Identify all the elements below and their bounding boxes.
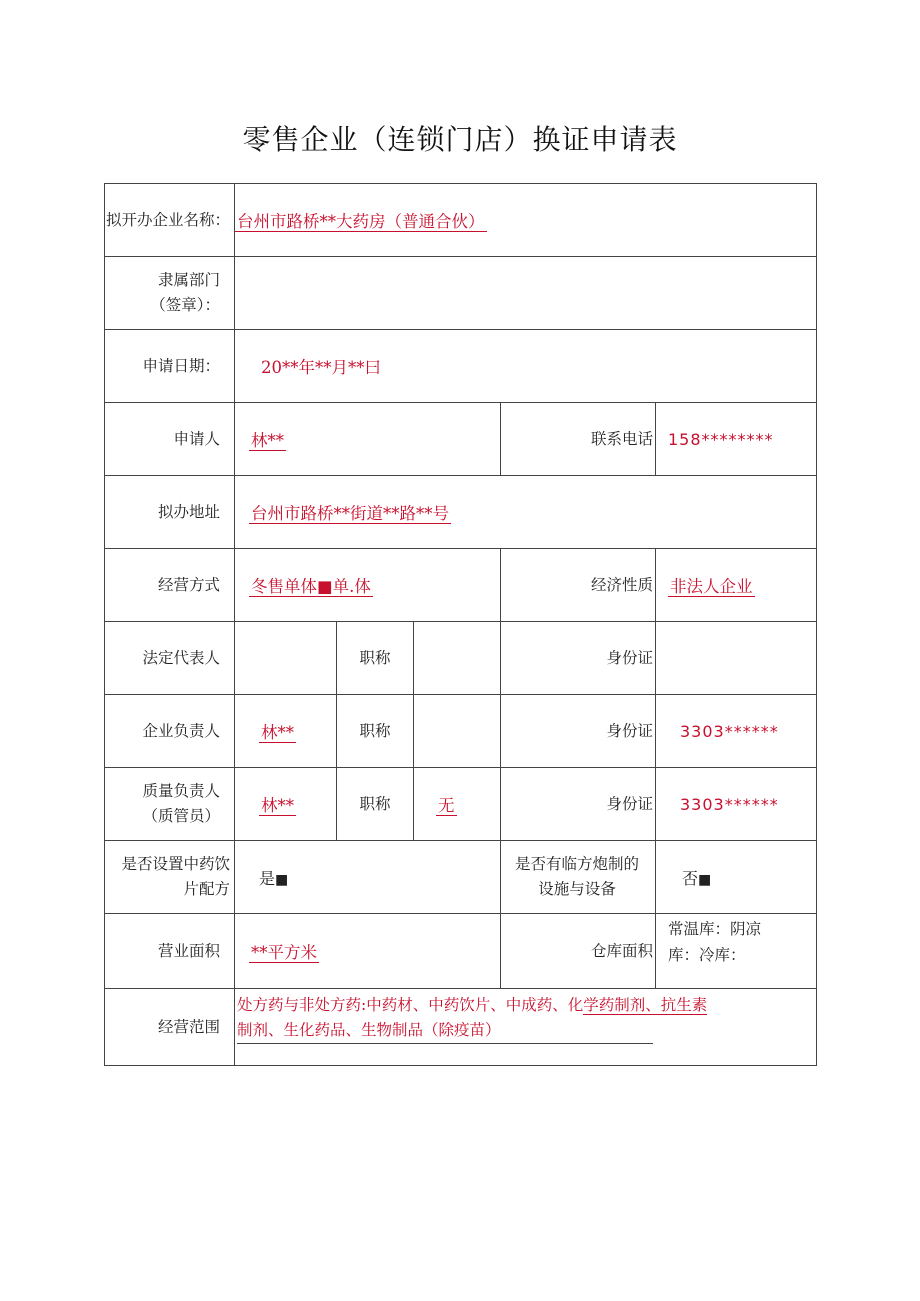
row-company-name xyxy=(105,184,817,257)
legal-rep-label: 法定代表人 xyxy=(105,622,235,695)
company-name-value: 台州市路桥**大药房（普通合伙） xyxy=(237,212,485,231)
quality-id-value: 3303****** xyxy=(680,794,779,814)
econ-value: 非法人企业 xyxy=(670,577,753,596)
legal-rep-title-label: 职称 xyxy=(337,622,414,695)
department-label xyxy=(105,257,235,330)
quality-id-cell[interactable] xyxy=(656,768,817,841)
address-cell[interactable] xyxy=(235,476,817,549)
phone-label: 联系电话 xyxy=(501,403,656,476)
warehouse-value-line2: 库：冷库： xyxy=(668,946,746,964)
quality-label xyxy=(105,768,235,841)
apply-date-label: 申请日期： xyxy=(105,330,235,403)
application-form xyxy=(104,183,817,1066)
area-cell[interactable] xyxy=(235,914,501,989)
manager-id-label: 身份证 xyxy=(501,695,656,768)
manager-value: 林** xyxy=(261,723,294,742)
area-label: 营业面积 xyxy=(105,914,235,989)
phone-value: 158******** xyxy=(668,429,774,449)
quality-id-label: 身份证 xyxy=(501,768,656,841)
quality-title-label: 职称 xyxy=(337,768,414,841)
tcm-cell[interactable] xyxy=(235,841,501,914)
apply-date-cell[interactable] xyxy=(235,330,817,403)
row-legal-rep xyxy=(105,622,817,695)
tcm-label xyxy=(105,841,235,914)
manager-title-cell[interactable] xyxy=(414,695,501,768)
quality-title-cell[interactable] xyxy=(414,768,501,841)
econ-cell[interactable] xyxy=(656,549,817,622)
apply-date-value: 20**年**月**曰 xyxy=(261,358,381,377)
row-manager xyxy=(105,695,817,768)
scope-label: 经营范围 xyxy=(105,989,235,1066)
manager-title-label: 职称 xyxy=(337,695,414,768)
department-label-line1: 隶属部门 xyxy=(157,271,220,289)
area-value: **平方米 xyxy=(251,943,317,962)
tcm-value: 是 xyxy=(259,868,276,888)
mode-cell[interactable] xyxy=(235,549,501,622)
row-applicant xyxy=(105,403,817,476)
prep-label xyxy=(501,841,656,914)
prep-label-line1: 是否有临方炮制的 xyxy=(514,855,639,873)
scope-line-2 xyxy=(237,1018,816,1044)
page-title: 零售企业（连锁门店）换证申请表 xyxy=(242,123,678,156)
company-name-cell[interactable] xyxy=(235,184,817,257)
department-value-cell[interactable] xyxy=(235,257,817,330)
checkbox-filled-icon[interactable]: ■ xyxy=(275,871,289,888)
legal-rep-id-cell[interactable] xyxy=(656,622,817,695)
row-scope xyxy=(105,989,817,1066)
quality-cell[interactable] xyxy=(235,768,337,841)
scope-cell[interactable] xyxy=(235,989,817,1066)
applicant-value: 林** xyxy=(251,431,284,450)
tcm-label-line2: 片配方 xyxy=(183,880,230,898)
address-label: 拟办地址 xyxy=(105,476,235,549)
quality-label-line2: （质管员） xyxy=(142,807,220,825)
scope-line-1b: 学药制剂、抗生素 xyxy=(583,996,708,1014)
scope-line-2-text: 制剂、生化药品、生物制品（除疫苗） xyxy=(237,1018,653,1044)
row-address xyxy=(105,476,817,549)
prep-cell[interactable] xyxy=(656,841,817,914)
address-value: 台州市路桥**街道**路**号 xyxy=(251,504,449,523)
legal-rep-value-cell[interactable] xyxy=(235,622,337,695)
scope-line-1 xyxy=(237,993,816,1018)
applicant-cell[interactable] xyxy=(235,403,501,476)
quality-value: 林** xyxy=(261,796,294,815)
warehouse-cell[interactable] xyxy=(656,914,817,989)
row-area xyxy=(105,914,817,989)
tcm-label-line1: 是否设置中药饮 xyxy=(121,855,230,873)
row-quality xyxy=(105,768,817,841)
warehouse-value-line1: 常温库：阴凉 xyxy=(668,920,762,938)
warehouse-label: 仓库面积 xyxy=(501,914,656,989)
row-tcm xyxy=(105,841,817,914)
quality-title-value: 无 xyxy=(438,796,455,815)
manager-cell[interactable] xyxy=(235,695,337,768)
company-name-label: 拟开办企业名称： xyxy=(105,184,235,257)
department-label-line2: （签章）： xyxy=(150,296,220,314)
scope-line-1a: 处方药与非处方药:中药材、中药饮片、中成药、化 xyxy=(237,996,584,1014)
legal-rep-id-label: 身份证 xyxy=(501,622,656,695)
mode-label: 经营方式 xyxy=(105,549,235,622)
manager-id-value: 3303****** xyxy=(680,721,779,741)
econ-label: 经济性质 xyxy=(501,549,656,622)
applicant-label: 申请人 xyxy=(105,403,235,476)
quality-label-line1: 质量负责人 xyxy=(142,782,220,800)
row-apply-date xyxy=(105,330,817,403)
manager-label: 企业负责人 xyxy=(105,695,235,768)
manager-id-cell[interactable] xyxy=(656,695,817,768)
legal-rep-title-cell[interactable] xyxy=(414,622,501,695)
phone-cell[interactable] xyxy=(656,403,817,476)
row-department xyxy=(105,257,817,330)
prep-label-line2: 设施与设备 xyxy=(538,880,616,898)
prep-value: 否 xyxy=(682,868,699,888)
row-business-mode xyxy=(105,549,817,622)
mode-value: 冬售单体■单.体 xyxy=(251,577,371,596)
checkbox-filled-icon[interactable]: ■ xyxy=(698,871,712,888)
